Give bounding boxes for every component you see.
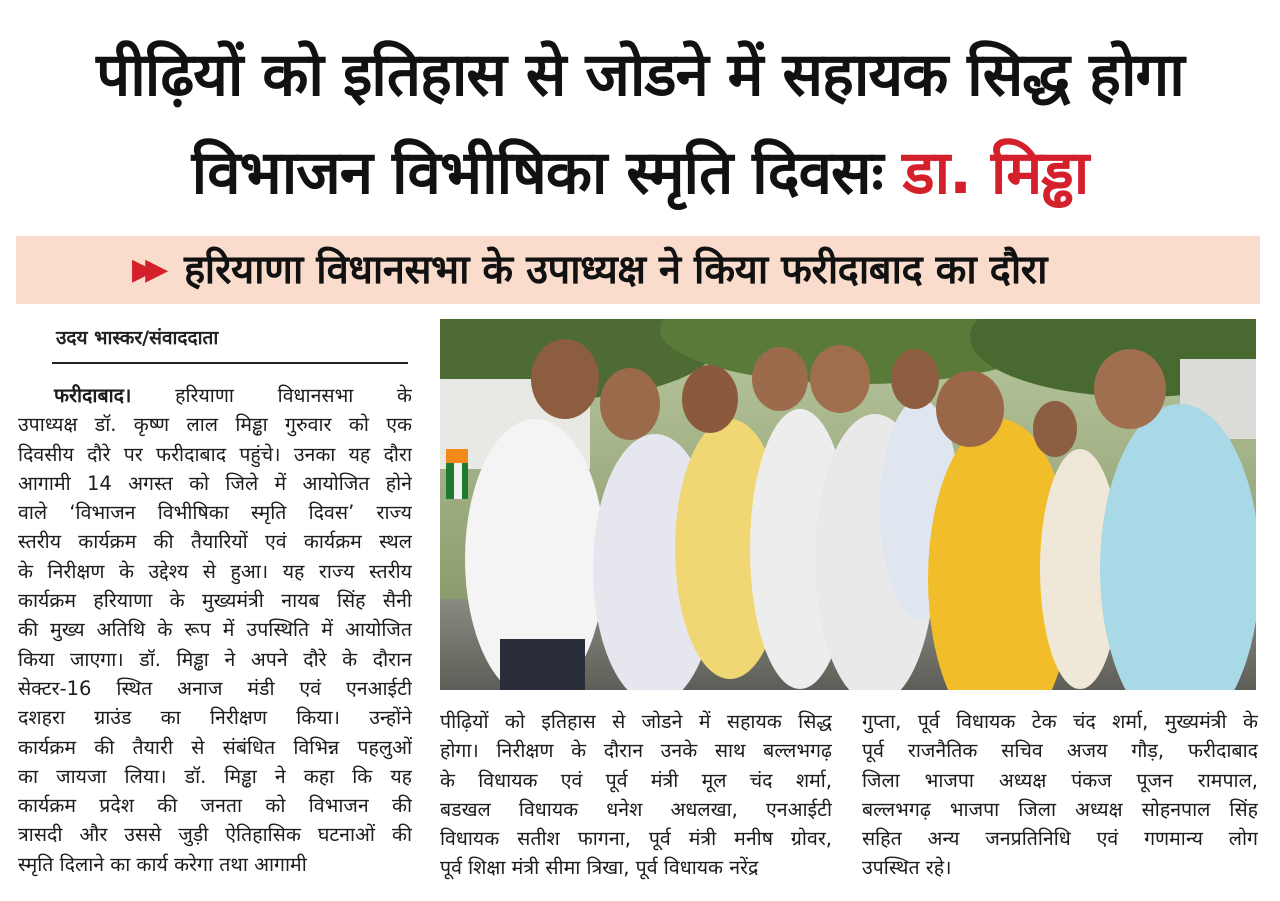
- article-column-3: [862, 707, 1258, 883]
- article-line: के विधायक एवं पूर्व मंत्री मूल चंद शर्मा,: [440, 768, 832, 792]
- article-line: सहित अन्य जनप्रतिनिधि एवं गणमान्य लोग: [862, 827, 1258, 851]
- subheadline: हरियाणा विधानसभा के उपाध्यक्ष ने किया फरीदाबाद का दौरा: [184, 247, 1047, 293]
- article-line: सेक्टर-16 स्थित अनाज मंडी एवं एनआईटी: [18, 676, 412, 700]
- news-photo: [440, 319, 1256, 690]
- article-line: वाले ‘विभाजन विभीषिका स्मृति दिवस’ राज्य: [18, 501, 412, 525]
- article-line: उपाध्यक्ष डॉ. कृष्ण लाल मिड्ढा गुरुवार को एक: [18, 413, 412, 437]
- article-line: जिला भाजपा अध्यक्ष पंकज पूजन रामपाल,: [862, 768, 1258, 792]
- news-photo-illustration: [440, 319, 1256, 690]
- double-arrow-icon: ▶▶: [132, 252, 159, 287]
- article-line: उपस्थित रहे।: [862, 856, 952, 880]
- dateline: फरीदाबाद।: [54, 384, 132, 407]
- byline-divider: [52, 362, 408, 364]
- article-line: विधायक सतीश फागना, पूर्व मंत्री मनीष ग्रोवर,: [440, 827, 832, 851]
- article-line: दशहरा ग्राउंड का निरीक्षण किया। उन्होंने: [18, 706, 412, 730]
- article-line: आगामी 14 अगस्त को जिले में आयोजित होने: [18, 471, 412, 495]
- article-line: किया जाएगा। डॉ. मिड्ढा ने अपने दौरे के दौरान: [18, 647, 412, 671]
- article-line: दिवसीय दौरे पर फरीदाबाद पहुंचे। उनका यह दौरा: [18, 442, 412, 466]
- headline-line-2-accent: डा. मिड्ढा: [902, 138, 1089, 208]
- article-line: पूर्व राजनैतिक सचिव अजय गौड़, फरीदाबाद: [862, 739, 1258, 763]
- article-line: पीढ़ियों को इतिहास से जोडने में सहायक सिद्ध: [440, 710, 832, 733]
- article-line: की मुख्य अतिथि के रूप में उपस्थिति में आयोजित: [18, 618, 412, 642]
- article-line: कार्यक्रम हरियाणा के मुख्यमंत्री नायब सिंह सैनी: [18, 589, 412, 613]
- article-line: पूर्व शिक्षा मंत्री सीमा त्रिखा, पूर्व विधायक नरेंद्र: [440, 856, 759, 880]
- article-line: स्मृति दिलाने का कार्य करेगा तथा आगामी: [18, 852, 307, 876]
- article-line: बडखल विधायक धनेश अधलखा, एनआईटी: [440, 797, 832, 821]
- article-column-2: [440, 707, 832, 883]
- byline: उदय भास्कर/संवाददाता: [56, 327, 219, 349]
- headline-line-2-main: विभाजन विभीषिका स्मृति दिवसः: [191, 138, 883, 208]
- article-line: कार्यक्रम की तैयारी से संबंधित विभिन्न पहलुओं: [18, 735, 412, 759]
- article-column-1: [18, 381, 412, 879]
- article-line: गुप्ता, पूर्व विधायक टेक चंद शर्मा, मुख्यमंत्री के: [862, 710, 1258, 733]
- article-line: बल्लभगढ़ भाजपा जिला अध्यक्ष सोहनपाल सिंह: [862, 797, 1258, 821]
- article-line: के निरीक्षण के उद्देश्य से हुआ। यह राज्य स्तरीय: [18, 559, 412, 583]
- article-line: का जायजा लिया। डॉ. मिड्ढा ने कहा कि यह: [18, 764, 412, 788]
- headline-line-2: [0, 128, 1280, 218]
- article-line: कार्यक्रम प्रदेश की जनता को विभाजन की: [18, 794, 412, 818]
- subheadline-bar: [16, 236, 1260, 304]
- article-line: त्रासदी और उससे जुड़ी ऐतिहासिक घटनाओं की: [18, 823, 412, 847]
- article-line: स्तरीय कार्यक्रम की तैयारियों एवं कार्यक्रम स्थल: [18, 530, 412, 554]
- article-line: फरीदाबाद। हरियाणा विधानसभा के: [54, 384, 412, 407]
- headline-line-1: पीढ़ियों को इतिहास से जोडने में सहायक सिद्ध होगा: [96, 40, 1184, 110]
- article-line: होगा। निरीक्षण के दौरान उनके साथ बल्लभगढ़: [440, 739, 832, 763]
